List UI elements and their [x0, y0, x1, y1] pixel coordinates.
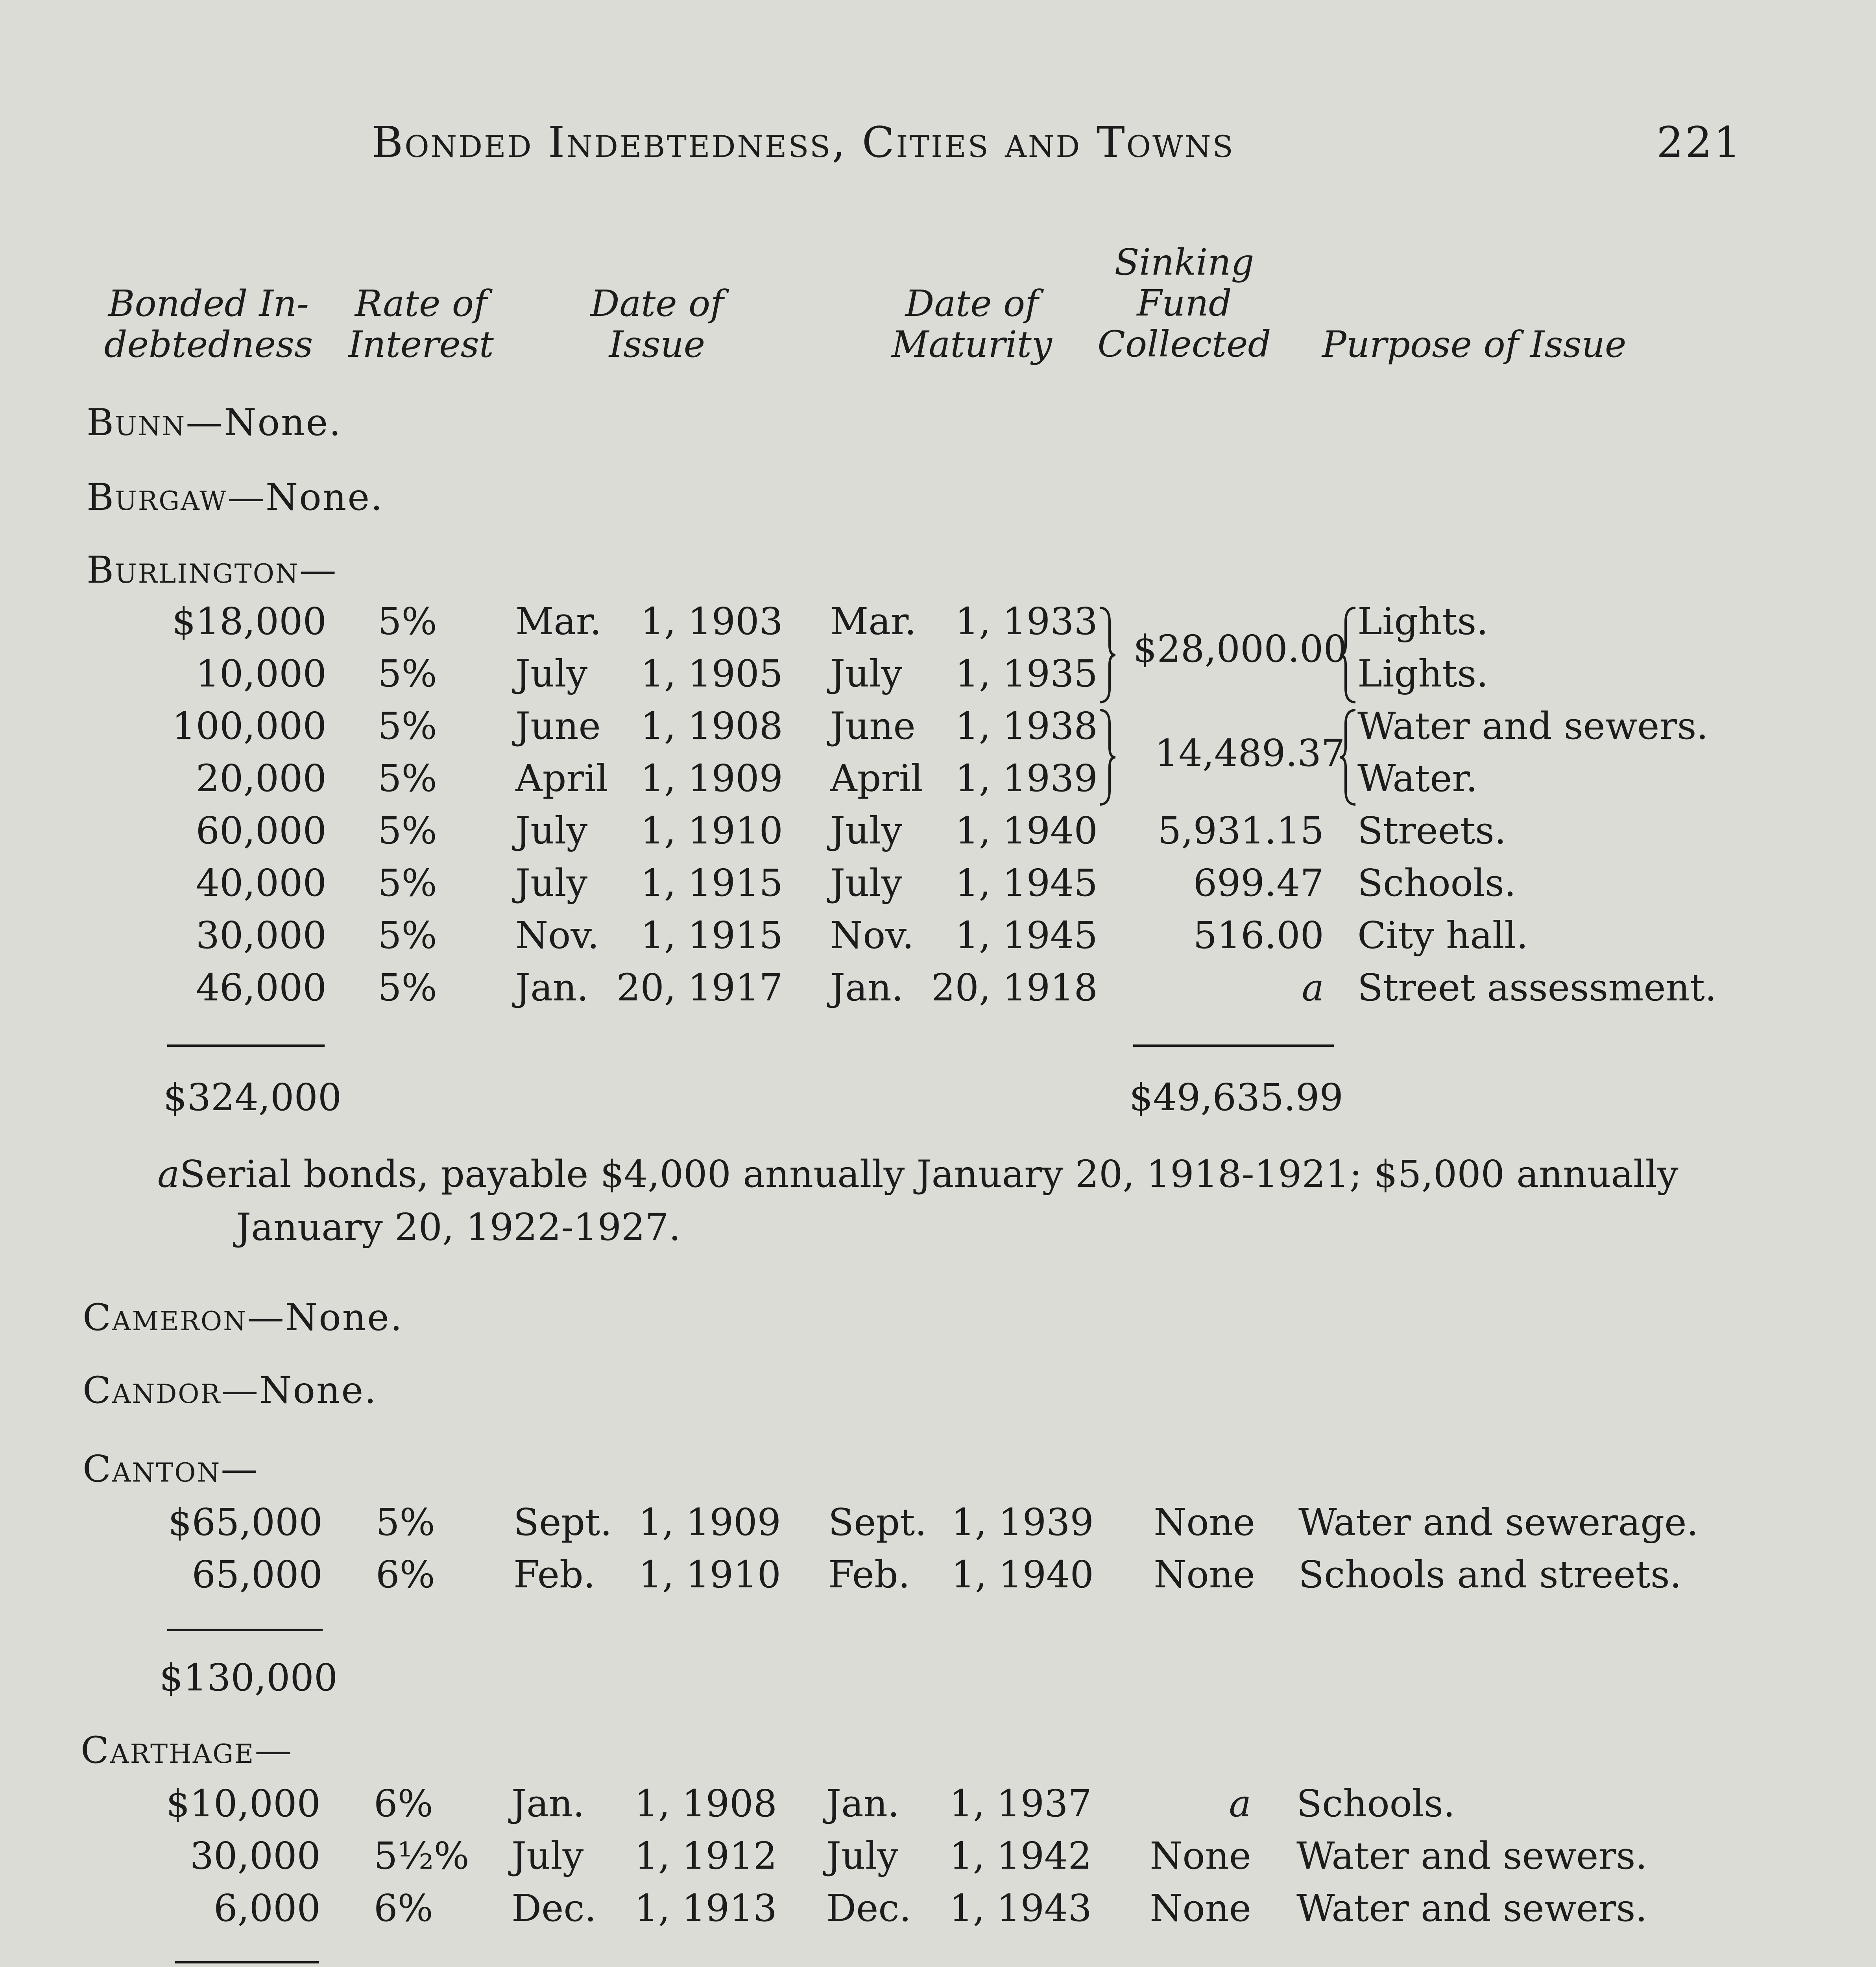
cell-amount: 60,000: [196, 809, 327, 852]
col-sinking-line3: Collected: [1097, 323, 1271, 365]
cell-purpose: Street assessment.: [1357, 966, 1717, 1009]
cell-issue-date: 1, 1909: [638, 1501, 781, 1544]
column-header-sinking: [1090, 242, 1279, 365]
cell-rate: 6%: [376, 1553, 435, 1596]
cell-maturity-month: July: [830, 652, 903, 696]
cell-maturity-month: Mar.: [830, 600, 917, 643]
burlington-total-amount: $324,000: [163, 1076, 342, 1119]
cell-maturity-month: Sept.: [828, 1501, 927, 1544]
cell-issue-month: July: [515, 862, 588, 905]
cell-amount: 30,000: [196, 914, 327, 957]
column-header-issue: [563, 283, 752, 365]
brace-right-group1: [1098, 606, 1117, 704]
cell-rate: 5%: [378, 914, 437, 957]
cell-amount: $18,000: [172, 600, 327, 643]
cell-issue-month: April: [515, 757, 608, 800]
cell-purpose: Water and sewerage.: [1298, 1501, 1699, 1544]
cell-maturity-date: 1, 1942: [949, 1834, 1092, 1878]
cell-issue-month: June: [515, 705, 601, 748]
col-rate-line1: Rate of: [355, 282, 487, 325]
cell-amount: 40,000: [196, 862, 327, 905]
cell-issue-month: July: [515, 652, 588, 696]
town-carthage: Carthage—: [81, 1729, 293, 1772]
cell-purpose: Water and sewers.: [1357, 705, 1708, 748]
brace-right-group2: [1098, 708, 1117, 806]
cell-amount: 10,000: [196, 652, 327, 696]
cell-issue-month: July: [511, 1834, 584, 1878]
cell-rate: 5%: [378, 809, 437, 852]
col-rate-line2: Interest: [348, 323, 494, 365]
column-header-purpose: [1322, 324, 1676, 365]
footnote-marker: a: [157, 1153, 180, 1196]
cell-maturity-month: July: [830, 809, 903, 852]
col-issue-line1: Date of: [590, 282, 724, 325]
cell-purpose: Schools and streets.: [1298, 1553, 1682, 1596]
cell-maturity-date: 1, 1939: [955, 757, 1098, 800]
town-status: None.: [265, 476, 384, 519]
cell-amount: 30,000: [190, 1834, 321, 1878]
cell-maturity-month: June: [830, 705, 916, 748]
cell-issue-date: 1, 1908: [634, 1782, 777, 1825]
cell-rate: 6%: [374, 1887, 433, 1930]
cell-issue-date: 1, 1912: [634, 1834, 777, 1878]
town-cameron: Cameron—None.: [83, 1296, 403, 1339]
total-rule-sinking: [1133, 1044, 1334, 1047]
page-number: 221: [1656, 118, 1743, 167]
cell-maturity-month: Jan.: [830, 966, 904, 1009]
canton-total-rule: [167, 1629, 323, 1631]
header-title-text: Bonded Indebtedness, Cities and Towns: [372, 118, 1235, 167]
col-maturity-line1: Date of: [905, 282, 1039, 325]
cell-issue-month: Jan.: [515, 966, 589, 1009]
cell-amount: 20,000: [196, 757, 327, 800]
cell-issue-date: 1, 1905: [640, 652, 783, 696]
cell-rate: 5%: [378, 705, 437, 748]
cell-sinking: 516.00: [1193, 914, 1324, 957]
cell-sinking: a: [1229, 1782, 1251, 1825]
town-name: Candor: [83, 1369, 222, 1412]
town-status: None.: [224, 401, 342, 444]
total-rule-amount: [167, 1044, 325, 1047]
cell-issue-date: 1, 1909: [640, 757, 783, 800]
footnote-text: Serial bonds, payable $4,000 annually January 20, 1918-1921; $5,000 annually: [179, 1153, 1678, 1196]
cell-rate: 5%: [378, 757, 437, 800]
cell-issue-date: 20, 1917: [616, 966, 783, 1009]
col-bonded-line2: debtedness: [104, 323, 313, 365]
cell-purpose: Water.: [1357, 757, 1478, 800]
col-issue-line2: Issue: [609, 323, 705, 365]
column-header-bonded: [98, 283, 319, 365]
col-purpose-line1: Purpose of Issue: [1322, 323, 1627, 365]
carthage-total-rule: [175, 1961, 319, 1963]
town-bunn: Bunn—None.: [87, 401, 342, 444]
cell-sinking: None: [1154, 1553, 1255, 1596]
cell-sinking: None: [1150, 1887, 1251, 1930]
cell-maturity-date: 1, 1940: [955, 809, 1098, 852]
town-canton: Canton—: [83, 1448, 259, 1491]
cell-purpose: Lights.: [1357, 652, 1488, 696]
cell-maturity-date: 1, 1938: [955, 705, 1098, 748]
cell-issue-month: Feb.: [513, 1553, 595, 1596]
cell-amount: 6,000: [214, 1887, 321, 1930]
sinking-group2: 14,489.37: [1155, 732, 1345, 775]
col-bonded-line1: Bonded In-: [108, 282, 309, 325]
cell-maturity-month: July: [830, 862, 903, 905]
cell-issue-date: 1, 1915: [640, 862, 783, 905]
column-header-rate: [338, 283, 504, 365]
town-candor: Candor—None.: [83, 1369, 377, 1412]
cell-rate: 5%: [376, 1501, 435, 1544]
cell-maturity-month: July: [826, 1834, 899, 1878]
col-maturity-line2: Maturity: [892, 323, 1052, 365]
cell-amount: $10,000: [166, 1782, 321, 1825]
cell-rate: 6%: [374, 1782, 433, 1825]
town-name: Carthage: [81, 1729, 255, 1772]
town-name: Cameron: [83, 1296, 247, 1339]
town-name: Burgaw: [87, 476, 227, 519]
page-header-title: [372, 118, 1235, 167]
town-status: None.: [285, 1296, 403, 1339]
cell-rate: 5½%: [374, 1834, 469, 1878]
cell-issue-month: Mar.: [515, 600, 602, 643]
cell-rate: 5%: [378, 652, 437, 696]
cell-maturity-month: Jan.: [826, 1782, 900, 1825]
col-sinking-line1: Sinking: [1114, 241, 1254, 283]
cell-maturity-month: Feb.: [828, 1553, 910, 1596]
town-name: Burlington: [87, 549, 299, 592]
cell-issue-date: 1, 1903: [640, 600, 783, 643]
cell-purpose: Schools.: [1357, 862, 1516, 905]
cell-rate: 5%: [378, 600, 437, 643]
cell-maturity-date: 1, 1937: [949, 1782, 1092, 1825]
cell-maturity-month: April: [830, 757, 923, 800]
cell-maturity-date: 1, 1935: [955, 652, 1098, 696]
cell-issue-month: Sept.: [513, 1501, 612, 1544]
cell-maturity-month: Dec.: [826, 1887, 911, 1930]
cell-maturity-date: 1, 1943: [949, 1887, 1092, 1930]
cell-issue-month: July: [515, 809, 588, 852]
cell-purpose: City hall.: [1357, 914, 1528, 957]
cell-purpose: Streets.: [1357, 809, 1507, 852]
town-name: Canton: [83, 1448, 221, 1491]
cell-amount: 46,000: [196, 966, 327, 1009]
cell-maturity-date: 20, 1918: [931, 966, 1098, 1009]
cell-maturity-date: 1, 1945: [955, 914, 1098, 957]
cell-maturity-date: 1, 1940: [951, 1553, 1094, 1596]
town-burgaw: Burgaw—None.: [87, 476, 384, 519]
burlington-total-sinking: $49,635.99: [1129, 1076, 1343, 1119]
cell-purpose: Schools.: [1296, 1782, 1455, 1825]
cell-sinking: None: [1154, 1501, 1255, 1544]
town-name: Bunn: [87, 401, 186, 444]
burlington-footnote-line1: [157, 1153, 1678, 1196]
cell-sinking: 5,931.15: [1157, 809, 1324, 852]
cell-sinking: 699.47: [1193, 862, 1324, 905]
cell-sinking: a: [1302, 966, 1324, 1009]
cell-rate: 5%: [378, 966, 437, 1009]
sinking-group1: $28,000.00: [1133, 627, 1347, 671]
cell-issue-date: 1, 1913: [634, 1887, 777, 1930]
cell-issue-date: 1, 1910: [640, 809, 783, 852]
town-status: None.: [259, 1369, 377, 1412]
burlington-footnote-line2: January 20, 1922-1927.: [236, 1206, 681, 1249]
cell-amount: $65,000: [168, 1501, 323, 1544]
canton-total-amount: $130,000: [159, 1656, 338, 1699]
column-header-maturity: [877, 283, 1066, 365]
cell-issue-month: Jan.: [511, 1782, 585, 1825]
town-burlington: Burlington—: [87, 549, 338, 592]
cell-issue-date: 1, 1910: [638, 1553, 781, 1596]
cell-sinking: None: [1150, 1834, 1251, 1878]
cell-amount: 65,000: [192, 1553, 323, 1596]
cell-maturity-month: Nov.: [830, 914, 914, 957]
cell-issue-date: 1, 1908: [640, 705, 783, 748]
brace-left-group2: [1338, 708, 1357, 806]
cell-maturity-date: 1, 1945: [955, 862, 1098, 905]
cell-maturity-date: 1, 1939: [951, 1501, 1094, 1544]
cell-issue-month: Dec.: [511, 1887, 596, 1930]
cell-purpose: Lights.: [1357, 600, 1488, 643]
cell-issue-month: Nov.: [515, 914, 599, 957]
cell-rate: 5%: [378, 862, 437, 905]
cell-amount: 100,000: [172, 705, 327, 748]
brace-left-group1: [1338, 606, 1357, 704]
cell-issue-date: 1, 1915: [640, 914, 783, 957]
cell-purpose: Water and sewers.: [1296, 1887, 1647, 1930]
cell-purpose: Water and sewers.: [1296, 1834, 1647, 1878]
cell-maturity-date: 1, 1933: [955, 600, 1098, 643]
col-sinking-line2: Fund: [1137, 282, 1232, 324]
